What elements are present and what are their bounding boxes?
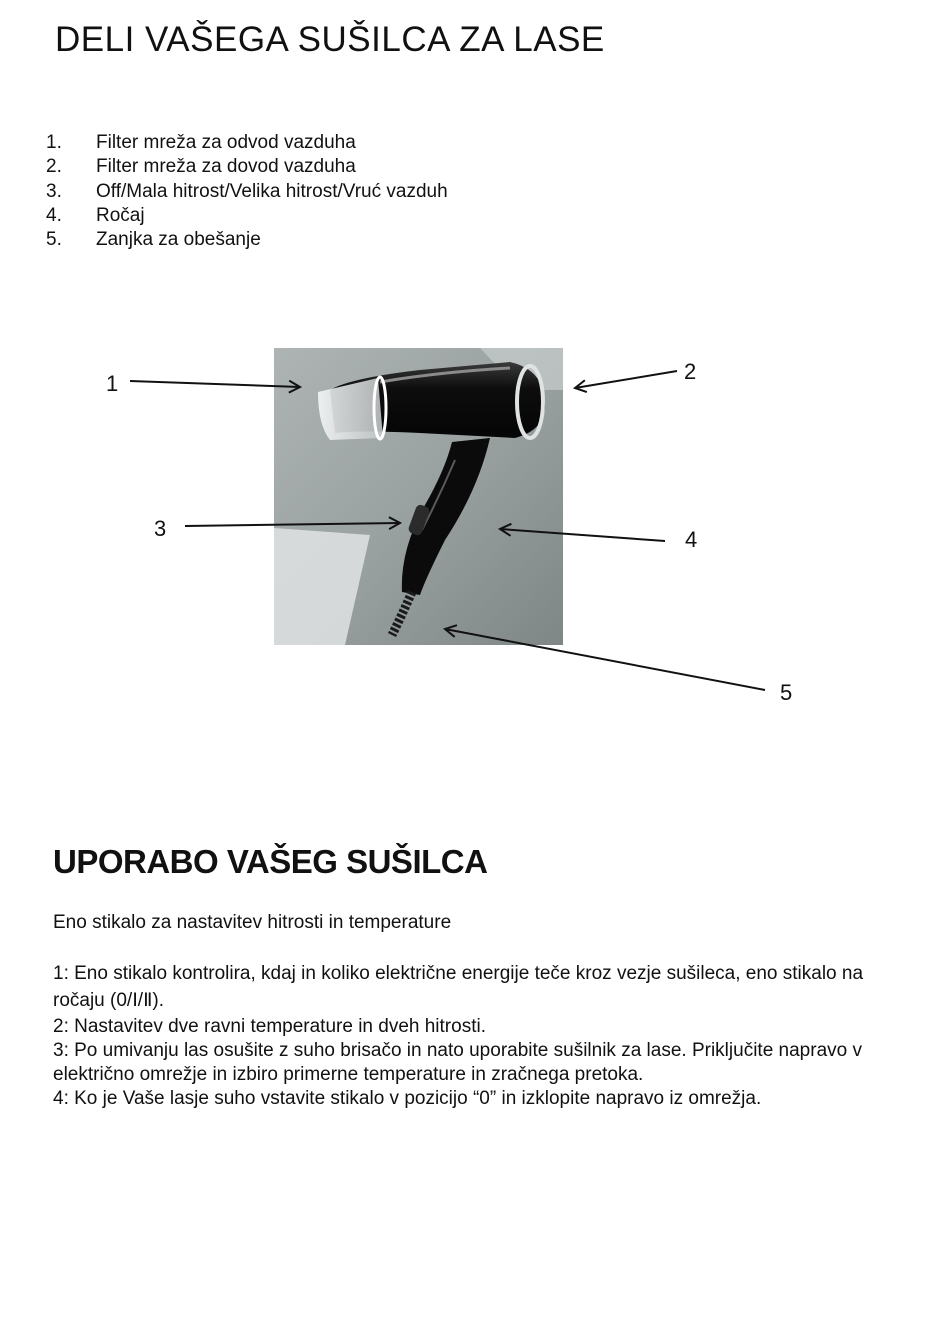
usage-step-4: 4: Ko je Vaše lasje suho vstavite stikalo v pozicijo “0” in izklopite napravo iz omrežja. xyxy=(53,1088,762,1109)
list-number: 2. xyxy=(46,156,62,178)
list-item xyxy=(46,180,448,204)
hair-dryer-figure xyxy=(0,330,950,730)
section-title-parts: DELI VAŠEGA SUŠILCA ZA LASE xyxy=(55,20,605,59)
usage-step-1: 1: Eno stikalo kontrolira, kdaj in koliko električne energije teče kroz vezje sušileca, eno stikalo na ročaju (0/Ⅰ/Ⅱ). xyxy=(53,963,864,1011)
list-number: 4. xyxy=(46,204,62,226)
list-item xyxy=(46,228,448,252)
parts-list xyxy=(46,131,448,252)
list-number: 5. xyxy=(46,229,62,251)
usage-subheading: Eno stikalo za nastavitev hitrosti in temperature xyxy=(53,912,452,933)
list-label: Filter mreža za odvod vazduha xyxy=(96,132,356,153)
list-item xyxy=(46,131,448,155)
usage-steps xyxy=(53,960,893,1111)
hair-dryer-diagram xyxy=(0,330,950,730)
usage-step-2: 2: Nastavitev dve ravni temperature in dveh hitrosti. xyxy=(53,1016,486,1037)
callout-label-3: 3 xyxy=(154,516,167,541)
section-title-usage: UPORABO VAŠEG SUŠILCA xyxy=(53,843,488,880)
callout-label-5: 5 xyxy=(780,680,793,705)
hair-dryer-photo xyxy=(274,348,563,645)
list-label: Zanjka za obešanje xyxy=(96,229,261,251)
callout-label-4: 4 xyxy=(685,527,698,552)
callout-arrow-2 xyxy=(575,371,677,388)
list-number: 3. xyxy=(46,180,62,202)
callout-label-2: 2 xyxy=(684,359,697,384)
usage-step-3: 3: Po umivanju las osušite z suho brisačo in nato uporabite sušilnik za lase. Priključite napravo v električno omrežje in izbiro primerne temperature in zračnega pretoka. xyxy=(53,1040,862,1085)
list-item xyxy=(46,155,448,179)
list-number: 1. xyxy=(46,132,62,153)
list-label: Filter mreža za dovod vazduha xyxy=(96,156,356,178)
callout-label-1: 1 xyxy=(106,371,119,396)
list-label: Ročaj xyxy=(96,204,145,226)
callout-arrow-5 xyxy=(445,629,765,690)
list-item xyxy=(46,204,448,228)
list-label: Off/Mala hitrost/Velika hitrost/Vruć vazduh xyxy=(96,180,448,202)
